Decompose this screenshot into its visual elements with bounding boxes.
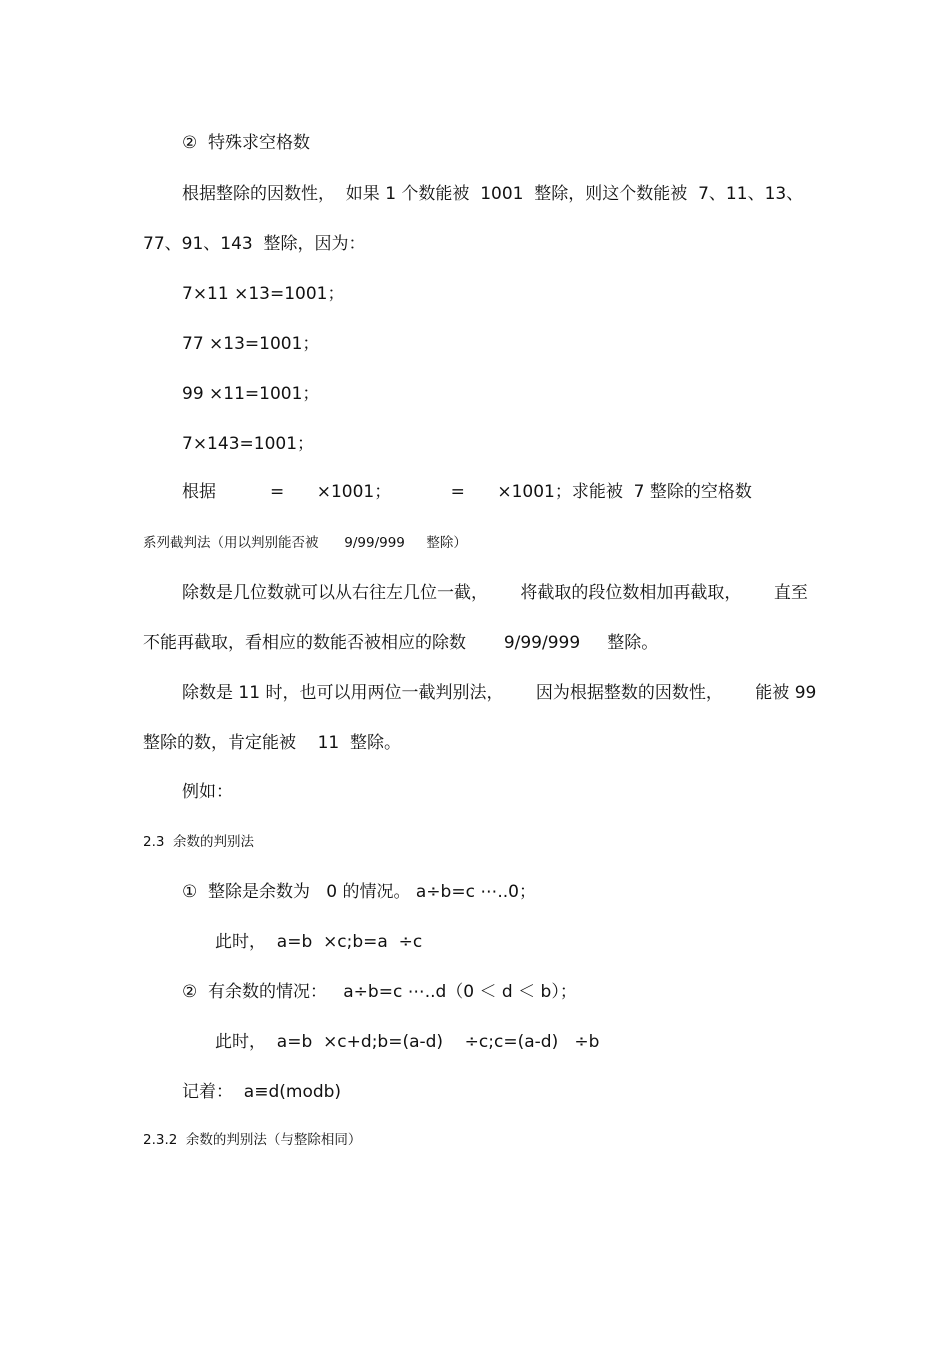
paragraph-line: 例如： [182, 782, 233, 802]
list-item: ① 整除是余数为 0 的情况。 a÷b=c ⋯..0； [182, 882, 536, 902]
list-item-special-blank: ② 特殊求空格数 [182, 133, 311, 153]
paragraph-line: 根据 = ×1001； = ×1001；求能被 7 整除的空格数 [182, 482, 752, 502]
list-item: ② 有余数的情况： a÷b=c ⋯..d（0 ＜ d ＜ b）； [182, 982, 577, 1002]
equation-line: 7×11 ×13=1001； [182, 284, 345, 304]
paragraph-line: 77、91、143 整除，因为： [143, 234, 366, 254]
equation-line: 7×143=1001； [182, 434, 315, 454]
paragraph-line: 不能再截取，看相应的数能否被相应的除数 9/99/999 整除。 [143, 633, 659, 653]
paragraph-line: 除数是几位数就可以从右往左几位一截， 将截取的段位数相加再截取， 直至 [182, 583, 808, 603]
paragraph-line: 记着： a≡d(modb) [182, 1082, 342, 1102]
equation-line: 77 ×13=1001； [182, 334, 320, 354]
equation-line: 此时， a=b ×c;b=a ÷c [215, 932, 423, 952]
section-heading: 系列截判法（用以判别能否被 9/99/999 整除） [143, 535, 467, 551]
equation-line: 99 ×11=1001； [182, 384, 320, 404]
section-heading: 2.3.2 余数的判别法（与整除相同） [143, 1132, 362, 1148]
section-heading: 2.3 余数的判别法 [143, 834, 255, 850]
paragraph-line: 整除的数，肯定能被 11 整除。 [143, 733, 402, 753]
paragraph-line: 根据整除的因数性， 如果 1 个数能被 1001 整除，则这个数能被 7、11、13、 [182, 184, 804, 204]
equation-line: 此时， a=b ×c+d;b=(a-d) ÷c;c=(a-d) ÷b [215, 1032, 600, 1052]
paragraph-line: 除数是 11 时，也可以用两位一截判别法， 因为根据整数的因数性， 能被 99 [182, 683, 817, 703]
